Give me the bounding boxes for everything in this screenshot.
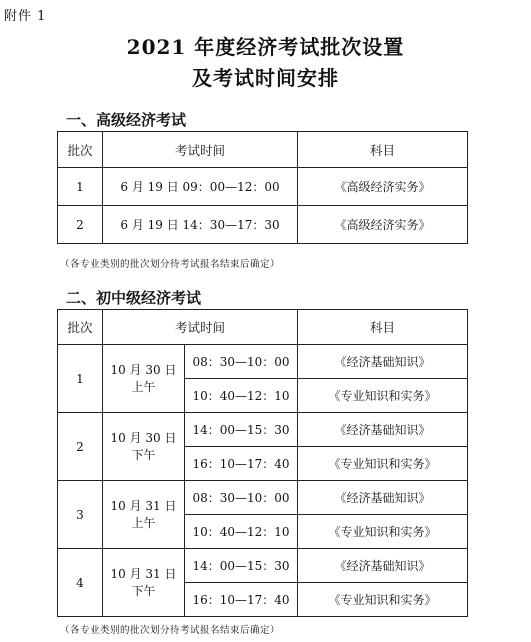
batch-cell: 4 bbox=[58, 549, 103, 617]
batch-cell: 1 bbox=[58, 168, 103, 206]
time-cell: 6 月 19 日 09：00—12：00 bbox=[103, 168, 298, 206]
time-cell: 16：10—17：40 bbox=[185, 583, 298, 617]
page-subtitle: 及考试时间安排 bbox=[192, 66, 339, 90]
exam-period: 下午 bbox=[131, 583, 156, 598]
subject-cell: 《经济基础知识》 bbox=[298, 345, 468, 379]
table-row bbox=[58, 345, 468, 379]
section-heading-senior: 一、高级经济考试 bbox=[66, 111, 187, 129]
exam-period: 上午 bbox=[131, 379, 156, 394]
subject-cell: 《专业知识和实务》 bbox=[298, 515, 468, 549]
section-heading-junior: 二、初中级经济考试 bbox=[66, 289, 202, 307]
page-title: 2021 年度经济考试批次设置 bbox=[126, 35, 405, 59]
header-batch: 批次 bbox=[58, 310, 103, 345]
header-subject: 科目 bbox=[298, 132, 468, 168]
batch-note-junior: （各专业类别的批次划分待考试报名结束后确定） bbox=[60, 625, 281, 636]
date-cell bbox=[103, 481, 185, 549]
batch-cell: 3 bbox=[58, 481, 103, 549]
senior-exam-table bbox=[57, 131, 468, 244]
time-cell: 16：10—17：40 bbox=[185, 447, 298, 481]
table-row bbox=[58, 413, 468, 447]
subject-cell: 《经济基础知识》 bbox=[298, 481, 468, 515]
subject-cell: 《专业知识和实务》 bbox=[298, 379, 468, 413]
header-subject: 科目 bbox=[298, 310, 468, 345]
table-header-row bbox=[58, 132, 468, 168]
time-cell: 10：40—12：10 bbox=[185, 515, 298, 549]
date-cell bbox=[103, 345, 185, 413]
subject-cell: 《高级经济实务》 bbox=[298, 206, 468, 244]
batch-cell: 1 bbox=[58, 345, 103, 413]
table-row bbox=[58, 206, 468, 244]
exam-period: 下午 bbox=[131, 447, 156, 462]
table-row bbox=[58, 168, 468, 206]
subject-cell: 《高级经济实务》 bbox=[298, 168, 468, 206]
attachment-label: 附件 1 bbox=[4, 9, 47, 24]
batch-note-senior: （各专业类别的批次划分待考试报名结束后确定） bbox=[60, 259, 281, 270]
date-cell bbox=[103, 549, 185, 617]
subject-cell: 《经济基础知识》 bbox=[298, 413, 468, 447]
exam-date: 10 月 31 日 bbox=[110, 498, 177, 513]
time-cell: 10：40—12：10 bbox=[185, 379, 298, 413]
junior-exam-table bbox=[57, 309, 468, 617]
subject-cell: 《专业知识和实务》 bbox=[298, 583, 468, 617]
exam-date: 10 月 31 日 bbox=[110, 566, 177, 581]
time-cell: 14：00—15：30 bbox=[185, 549, 298, 583]
batch-cell: 2 bbox=[58, 413, 103, 481]
exam-date: 10 月 30 日 bbox=[110, 362, 177, 377]
time-cell: 14：00—15：30 bbox=[185, 413, 298, 447]
time-cell: 08：30—10：00 bbox=[185, 481, 298, 515]
date-cell bbox=[103, 413, 185, 481]
table-row bbox=[58, 549, 468, 583]
subject-cell: 《专业知识和实务》 bbox=[298, 447, 468, 481]
header-batch: 批次 bbox=[58, 132, 103, 168]
subject-cell: 《经济基础知识》 bbox=[298, 549, 468, 583]
header-time: 考试时间 bbox=[103, 132, 298, 168]
time-cell: 6 月 19 日 14：30—17：30 bbox=[103, 206, 298, 244]
header-time: 考试时间 bbox=[103, 310, 298, 345]
table-row bbox=[58, 481, 468, 515]
batch-cell: 2 bbox=[58, 206, 103, 244]
table-header-row bbox=[58, 310, 468, 345]
time-cell: 08：30—10：00 bbox=[185, 345, 298, 379]
exam-date: 10 月 30 日 bbox=[110, 430, 177, 445]
exam-period: 上午 bbox=[131, 515, 156, 530]
